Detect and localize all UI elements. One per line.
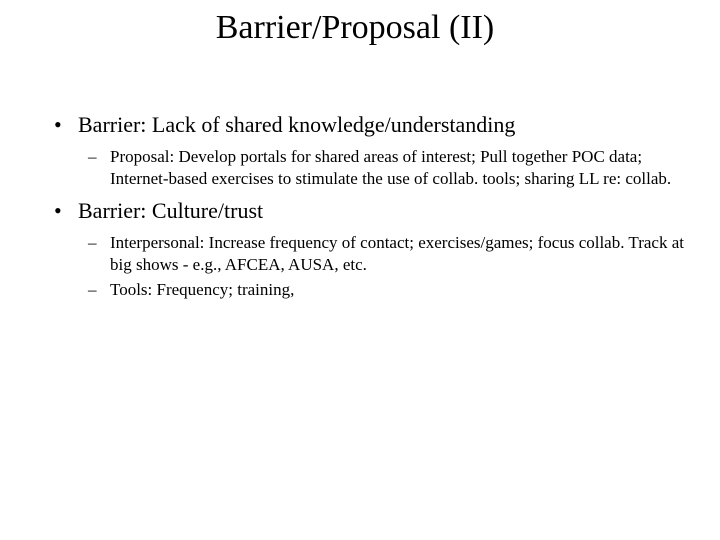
bullet-marker: • [54, 198, 62, 223]
sub-item-text: Interpersonal: Increase frequency of contact; exercises/games; focus collab. Track at big shows - e.g., AFCEA, AUSA, etc. [110, 233, 684, 274]
sub-list-2 [88, 232, 698, 301]
bullet-text: Barrier: Lack of shared knowledge/understanding [78, 112, 516, 137]
bullet-marker: • [54, 112, 62, 137]
sub-list-1 [88, 146, 698, 190]
bullet-item-2 [54, 198, 704, 224]
slide-body [54, 112, 704, 304]
sub-marker: – [88, 233, 97, 252]
sub-marker: – [88, 280, 97, 299]
sub-marker: – [88, 147, 97, 166]
slide-title: Barrier/Proposal (II) [215, 9, 495, 46]
bullet-item-1 [54, 112, 704, 138]
sub-item-text: Tools: Frequency; training, [110, 280, 295, 299]
sub-item [88, 279, 698, 301]
sub-item [88, 232, 698, 276]
sub-item-text: Proposal: Develop portals for shared areas of interest; Pull together POC data; Internet-based exercises to stimulate the use of collab. tools; sharing LL re: collab. [110, 147, 672, 188]
bullet-text: Barrier: Culture/trust [78, 198, 264, 223]
sub-item [88, 146, 698, 190]
